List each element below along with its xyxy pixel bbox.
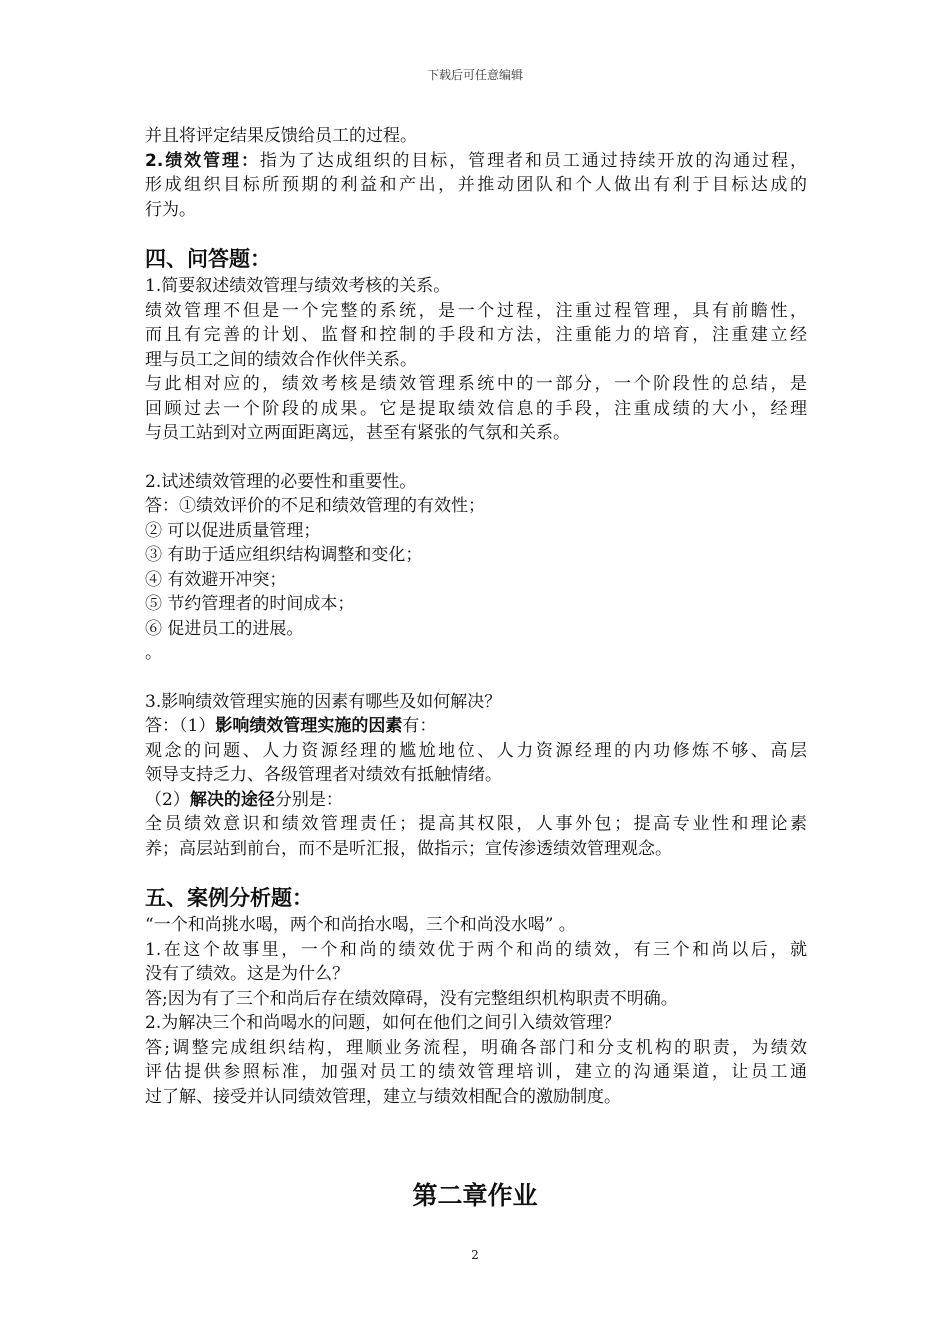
paragraph-line: 观念的问题、人力资源经理的尴尬地位、人力资源经理的内功修炼不够、高层 — [145, 740, 807, 761]
paragraph-line: 与员工站到对立两面距离远，甚至有紧张的气氛和关系。 — [145, 423, 570, 443]
paragraph-line: 形成组织目标所预期的利益和产出，并推动团队和个人做出有利于目标达成的 — [145, 175, 807, 195]
question-line: 1.在这个故事里，一个和尚的绩效优于两个和尚的绩效，有三个和尚以后，就 — [145, 939, 807, 960]
section-heading-qa: 四、问答题： — [145, 247, 271, 271]
answer-line: ② 可以促进质量管理； — [145, 520, 321, 541]
definition-term: 2.绩效管理： — [145, 150, 260, 171]
answer-line: ⑤ 节约管理者的时间成本； — [145, 594, 355, 614]
paragraph-line: 而且有完善的计划、监督和控制的手段和方法，注重能力的培育，注重建立经 — [145, 325, 807, 345]
answer-line: 过了解、接受并认同绩效管理，建立与绩效相配合的激励制度。 — [145, 1086, 621, 1107]
answer-line: 答;调整完成组织结构，理顺业务流程，明确各部门和分支机构的职责，为绩效 — [145, 1037, 807, 1058]
document-body — [145, 124, 807, 1109]
paragraph-line: 绩效管理不但是一个完整的系统，是一个过程，注重过程管理，具有前瞻性， — [145, 300, 807, 321]
paragraph-line: 并且将评定结果反馈给员工的过程。 — [145, 126, 417, 146]
answer-line: ④ 有效避开冲突； — [145, 569, 287, 590]
definition-text: 指为了达成组织的目标，管理者和员工通过持续开放的沟通过程， — [259, 150, 807, 171]
paragraph-line: 养；高层站到前台，而不是听汇报，做指示；宣传渗透绩效管理观念。 — [145, 838, 672, 859]
page-header-note: 下载后可任意编辑 — [426, 68, 523, 82]
answer-line: 。 — [145, 643, 162, 663]
paragraph-line: 回顾过去一个阶段的成果。它是提取绩效信息的手段，注重成绩的大小，经理 — [145, 398, 807, 419]
paragraph-line: 理与员工之间的绩效合作伙伴关系。 — [145, 349, 417, 370]
definition-item-2 — [145, 149, 807, 174]
question-3: 3.影响绩效管理实施的因素有哪些及如何解决？ — [145, 691, 502, 712]
question-1: 1.简要叙述绩效管理与绩效考核的关系。 — [145, 276, 451, 296]
question-2: 2.试述绩效管理的必要性和重要性。 — [145, 471, 417, 492]
answer-line: 答：①绩效评价的不足和绩效管理的有效性； — [145, 496, 485, 516]
answer-emphasis: 影响绩效管理实施的因素 — [215, 716, 403, 736]
question-line: 没有了绩效。这是为什么？ — [145, 964, 349, 984]
answer-line: ⑥ 促进员工的进展。 — [145, 618, 304, 639]
answer-line: 答;因为有了三个和尚后存在绩效障碍，没有完整组织机构职责不明确。 — [145, 988, 678, 1009]
page-number: 2 — [471, 1248, 479, 1262]
answer-prefix: 答：（1） — [145, 716, 216, 736]
paragraph-line: 全员绩效意识和绩效管理责任；提高其权限，人事外包；提高专业性和理论素 — [145, 814, 807, 834]
paragraph-line: 领导支持乏力、各级管理者对绩效有抵触情绪。 — [145, 765, 502, 785]
answer-line: ③ 有助于适应组织结构调整和变化； — [145, 545, 423, 565]
answer-line: 评估提供参照标准，加强对员工的绩效管理培训，建立的沟通渠道，让员工通 — [145, 1062, 807, 1082]
answer-suffix: 有： — [402, 716, 437, 736]
paragraph-line: 与此相对应的，绩效考核是绩效管理系统中的一部分，一个阶段性的总结，是 — [145, 374, 807, 394]
answer-suffix: 分别是： — [274, 789, 343, 810]
answer-line — [145, 788, 807, 813]
question-line: 2.为解决三个和尚喝水的问题，如何在他们之间引入绩效管理？ — [145, 1013, 621, 1033]
section-heading-case: 五、案例分析题： — [145, 886, 313, 910]
paragraph-line: 行为。 — [145, 199, 196, 220]
case-quote: “一个和尚挑水喝，两个和尚抬水喝，三个和尚没水喝” 。 — [145, 915, 576, 935]
chapter-title: 第二章作业 — [412, 1181, 538, 1210]
answer-prefix: （2） — [145, 789, 190, 810]
answer-line — [145, 714, 807, 739]
answer-emphasis: 解决的途径 — [189, 789, 275, 810]
